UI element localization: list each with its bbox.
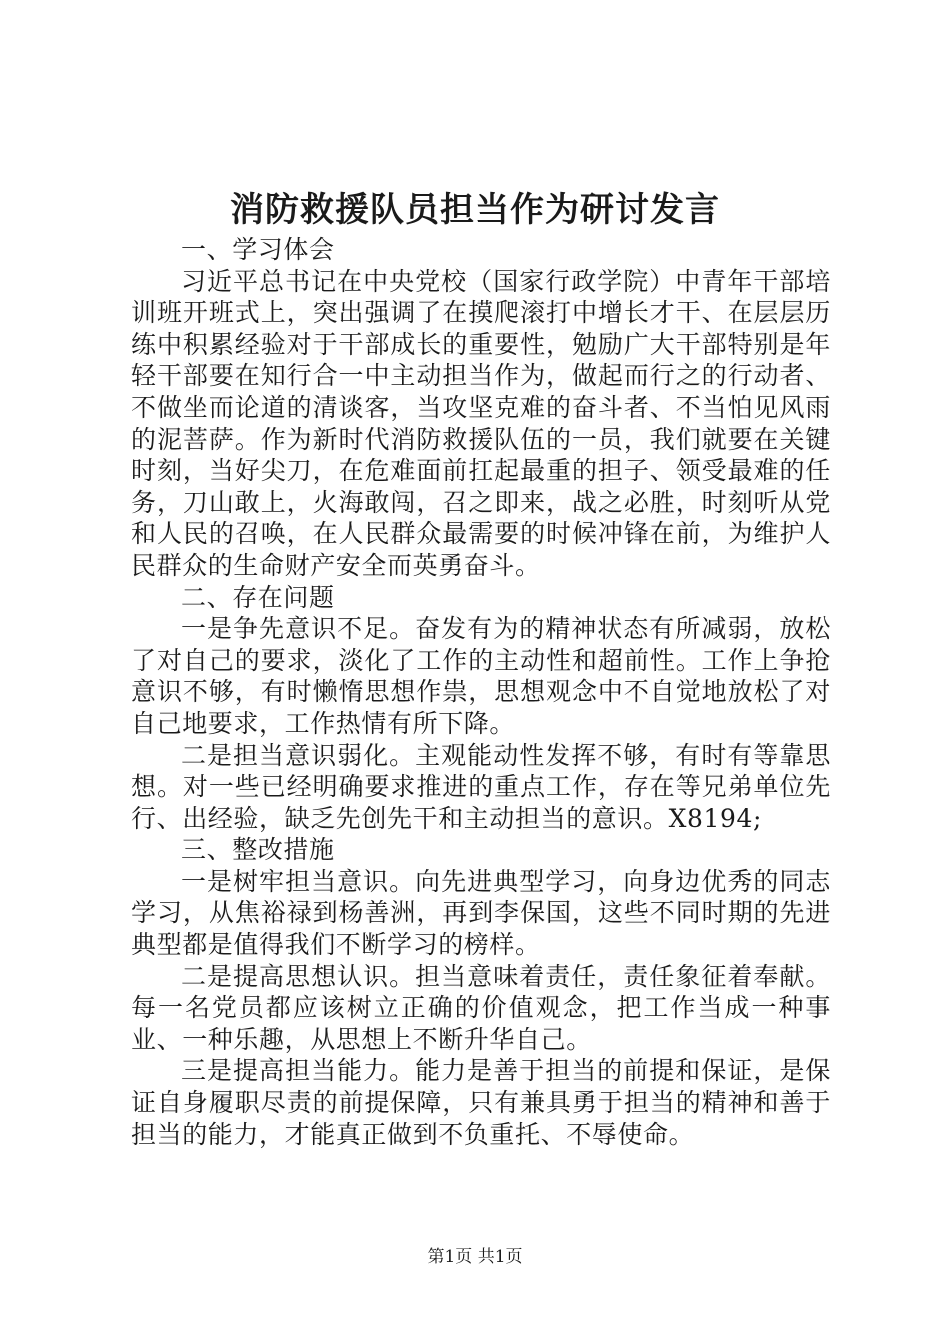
- paragraph-problem-2: 二是担当意识弱化。主观能动性发挥不够，有时有等靠思想。对一些已经明确要求推进的重点工作，存在等兄弟单位先行、出经验，缺乏先创先干和主动担当的意识。X8194;: [131, 740, 831, 833]
- section-heading-learning: 一、学习体会: [181, 235, 335, 264]
- page-footer: 第1页 共1页: [427, 1247, 523, 1267]
- document-title: 消防救援队员担当作为研讨发言: [230, 190, 720, 230]
- paragraph-measure-2: 二是提高思想认识。担当意味着责任，责任象征着奉献。每一名党员都应该树立正确的价值观念，把工作当成一种事业、一种乐趣，从思想上不断升华自己。: [131, 961, 831, 1054]
- section-heading-measures: 三、整改措施: [181, 835, 335, 865]
- paragraph-measure-1: 一是树牢担当意识。向先进典型学习，向身边优秀的同志学习，从焦裕禄到杨善洲，再到李保国，这些不同时期的先进典型都是值得我们不断学习的榜样。: [131, 866, 831, 960]
- paragraph-measure-3: 三是提高担当能力。能力是善于担当的前提和保证，是保证自身履职尽责的前提保障，只有兼具勇于担当的精神和善于担当的能力，才能真正做到不负重托、不辱使命。: [131, 1056, 831, 1149]
- paragraph-learning: 习近平总书记在中央党校（国家行政学院）中青年干部培训班开班式上，突出强调了在摸爬滚打中增长才干、在层层历练中积累经验对于干部成长的重要性，勉励广大干部特别是年轻干部要在知行合一中主动担当作为，做起而行之的行动者、不做坐而论道的清谈客，当攻坚克难的奋斗者、不当怕见风雨的泥菩萨。作为新时代消防救援队伍的一员，我们就要在关键时刻，当好尖刀，在危难面前扛起最重的担子、领受最难的任务，刀山敢上，火海敢闯，召之即来，战之必胜，时刻听从党和人民的召唤，在人民群众最需要的时候冲锋在前，为维护人民群众的生命财产安全而英勇奋斗。: [131, 266, 831, 580]
- document-body: [131, 234, 831, 1150]
- paragraph-problem-1: 一是争先意识不足。奋发有为的精神状态有所减弱，放松了对自己的要求，淡化了工作的主动性和超前性。工作上争抢意识不够，有时懒惰思想作祟，思想观念中不自觉地放松了对自己地要求，工作热情有所下降。: [131, 614, 831, 738]
- section-heading-problems: 二、存在问题: [181, 582, 335, 612]
